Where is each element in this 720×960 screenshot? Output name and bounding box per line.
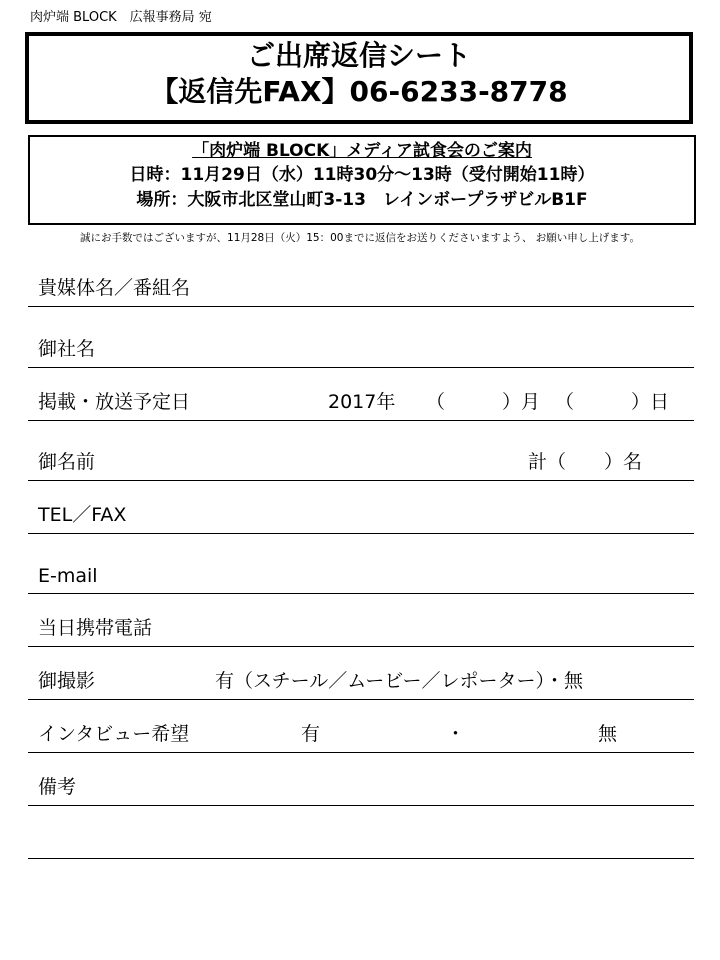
attendee-name-label: 御名前 <box>38 451 96 473</box>
attendee-name-field[interactable] <box>28 420 694 481</box>
reply-notice: 誠にお手数ではございますが、11月28日（火）15：00までに返信をお送りくださいますよう、 お願い申し上げます。 <box>80 232 640 244</box>
remarks-label: 備考 <box>38 776 77 798</box>
sheet-title: ご出席返信シート <box>246 39 471 72</box>
interview-field[interactable] <box>28 699 694 753</box>
event-info-box <box>28 135 696 225</box>
interview-separator: ・ <box>446 723 466 745</box>
addressee: 肉炉端 BLOCK 広報事務局 宛 <box>30 10 212 25</box>
event-venue: 場所：大阪市北区堂山町3-13 レインボープラザビルB1F <box>136 190 588 210</box>
event-title: 「肉炉端 BLOCK」メディア試食会のご案内 <box>192 141 532 161</box>
email-label: E-mail <box>38 565 98 587</box>
mobile-phone-label: 当日携帯電話 <box>38 617 153 639</box>
remarks-field[interactable] <box>28 752 694 806</box>
interview-yes[interactable]: 有 <box>301 723 321 745</box>
company-name-field[interactable] <box>28 306 694 368</box>
publish-month[interactable]: （ ）月 <box>426 391 541 413</box>
company-name-label: 御社名 <box>38 338 96 360</box>
media-name-label: 貴媒体名／番組名 <box>38 277 191 299</box>
publish-day[interactable]: （ ）日 <box>555 391 670 413</box>
fax-number: 【返信先FAX】06-6233-8778 <box>150 75 568 108</box>
media-name-field[interactable] <box>28 265 694 307</box>
event-datetime: 日時：11月29日（水）11時30分～13時（受付開始11時） <box>129 165 595 185</box>
attendee-count[interactable]: 計（ ）名 <box>528 451 643 473</box>
remarks-extra-line[interactable] <box>28 805 694 859</box>
photography-options[interactable]: 有（スチール／ムービー／レポーター）・無 <box>215 670 584 692</box>
interview-no[interactable]: 無 <box>598 723 618 745</box>
publish-date-field[interactable] <box>28 367 694 421</box>
mobile-phone-field[interactable] <box>28 593 694 647</box>
publish-date-label: 掲載・放送予定日 <box>38 391 191 413</box>
interview-label: インタビュー希望 <box>38 723 190 745</box>
publish-year: 2017年 <box>328 391 396 413</box>
photography-field[interactable] <box>28 646 694 700</box>
photography-label: 御撮影 <box>38 670 96 692</box>
tel-fax-field[interactable] <box>28 480 694 534</box>
tel-fax-label: TEL／FAX <box>38 504 127 526</box>
email-field[interactable] <box>28 533 694 594</box>
title-box <box>25 32 693 124</box>
